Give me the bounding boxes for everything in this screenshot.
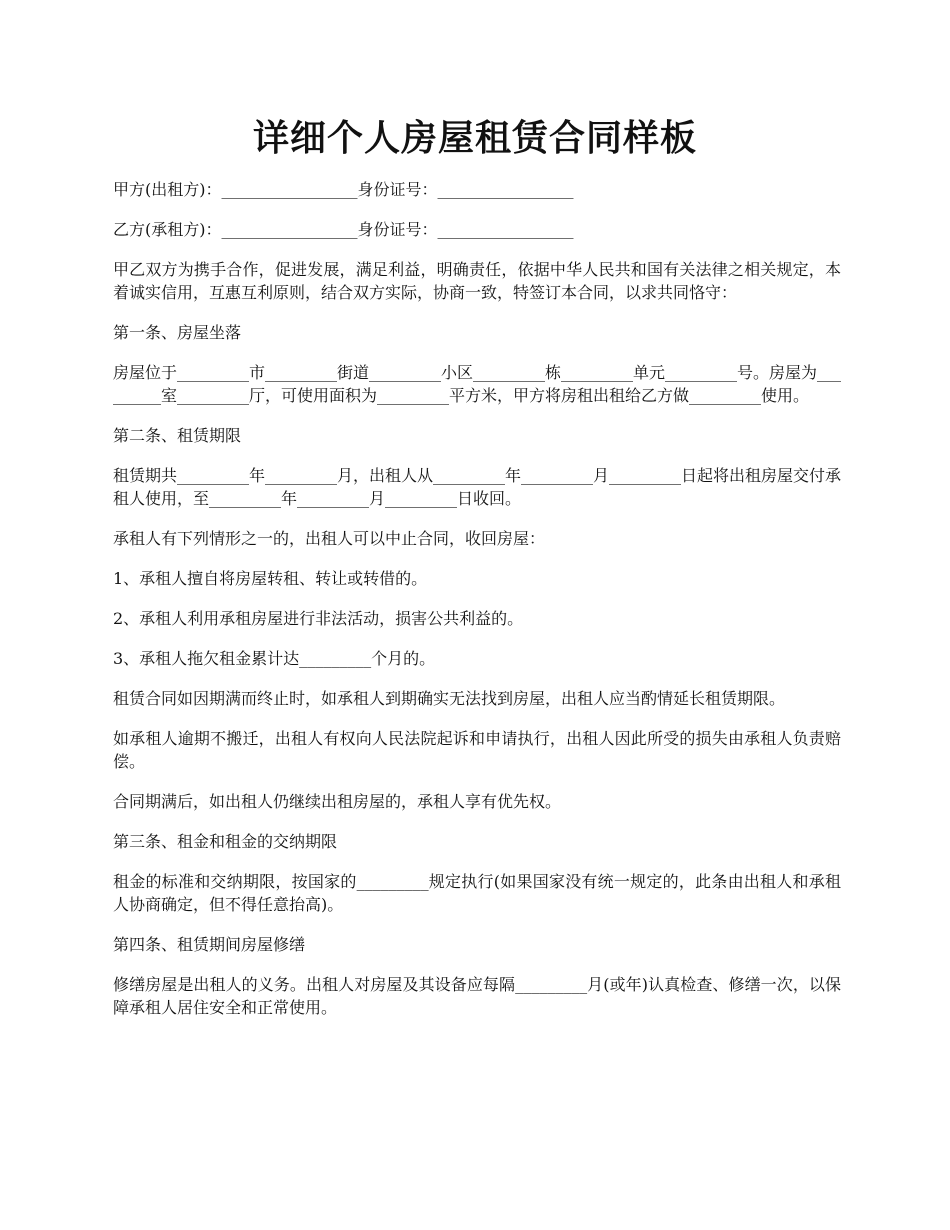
article-2-heading: 第二条、租赁期限 — [113, 426, 242, 445]
article-3-heading: 第三条、租金和租金的交纳期限 — [113, 832, 338, 851]
expiry-extension-paragraph: 租赁合同如因期满而终止时，如承租人到期确实无法找到房屋，出租人应当酌情延长租赁期限。 — [113, 689, 786, 708]
party-b-line: 乙方(承租方)：_________________身份证号：_________________ — [113, 220, 574, 239]
article-3-body: 租金的标准和交纳期限，按国家的_________规定执行(如果国家没有统一规定的，此条由出租人和承租人协商确定，但不得任意抬高)。 — [113, 872, 841, 914]
termination-intro: 承租人有下列情形之一的，出租人可以中止合同，收回房屋： — [113, 529, 546, 548]
article-2-body: 租赁期共_________年_________月，出租人从_________年_________月_________日起将出租房屋交付承租人使用，至_________年_________月_________日收回。 — [113, 466, 842, 508]
termination-item-2: 2、承租人利用承租房屋进行非法活动，损害公共利益的。 — [113, 609, 524, 628]
article-1-heading: 第一条、房屋坐落 — [113, 323, 242, 342]
termination-item-1: 1、承租人擅自将房屋转租、转让或转借的。 — [113, 569, 428, 588]
termination-item-3: 3、承租人拖欠租金累计达_________个月的。 — [113, 649, 436, 668]
priority-right-paragraph: 合同期满后，如出租人仍继续出租房屋的，承租人享有优先权。 — [113, 792, 562, 811]
overstay-paragraph: 如承租人逾期不搬迁，出租人有权向人民法院起诉和申请执行，出租人因此所受的损失由承租人负责赔偿。 — [113, 729, 841, 771]
document-body — [113, 178, 841, 1036]
article-1-body: 房屋位于_________市_________街道_________小区_________栋_________单元_________号。房屋为_________室_________厅，可使用面积为_________平方米，甲方将房租出租给乙方做_________使用。 — [113, 363, 842, 405]
party-a-line: 甲方(出租方)：_________________身份证号：_________________ — [113, 180, 574, 199]
article-4-body: 修缮房屋是出租人的义务。出租人对房屋及其设备应每隔_________月(或年)认真检查、修缮一次，以保障承租人居住安全和正常使用。 — [113, 975, 841, 1017]
article-4-heading: 第四条、租赁期间房屋修缮 — [113, 935, 306, 954]
preamble-paragraph: 甲乙双方为携手合作，促进发展，满足利益，明确责任，依据中华人民共和国有关法律之相关规定，本着诚实信用，互惠互利原则，结合双方实际，协商一致，特签订本合同，以求共同恪守： — [113, 260, 841, 302]
document-title: 详细个人房屋租赁合同样板 — [252, 117, 697, 159]
